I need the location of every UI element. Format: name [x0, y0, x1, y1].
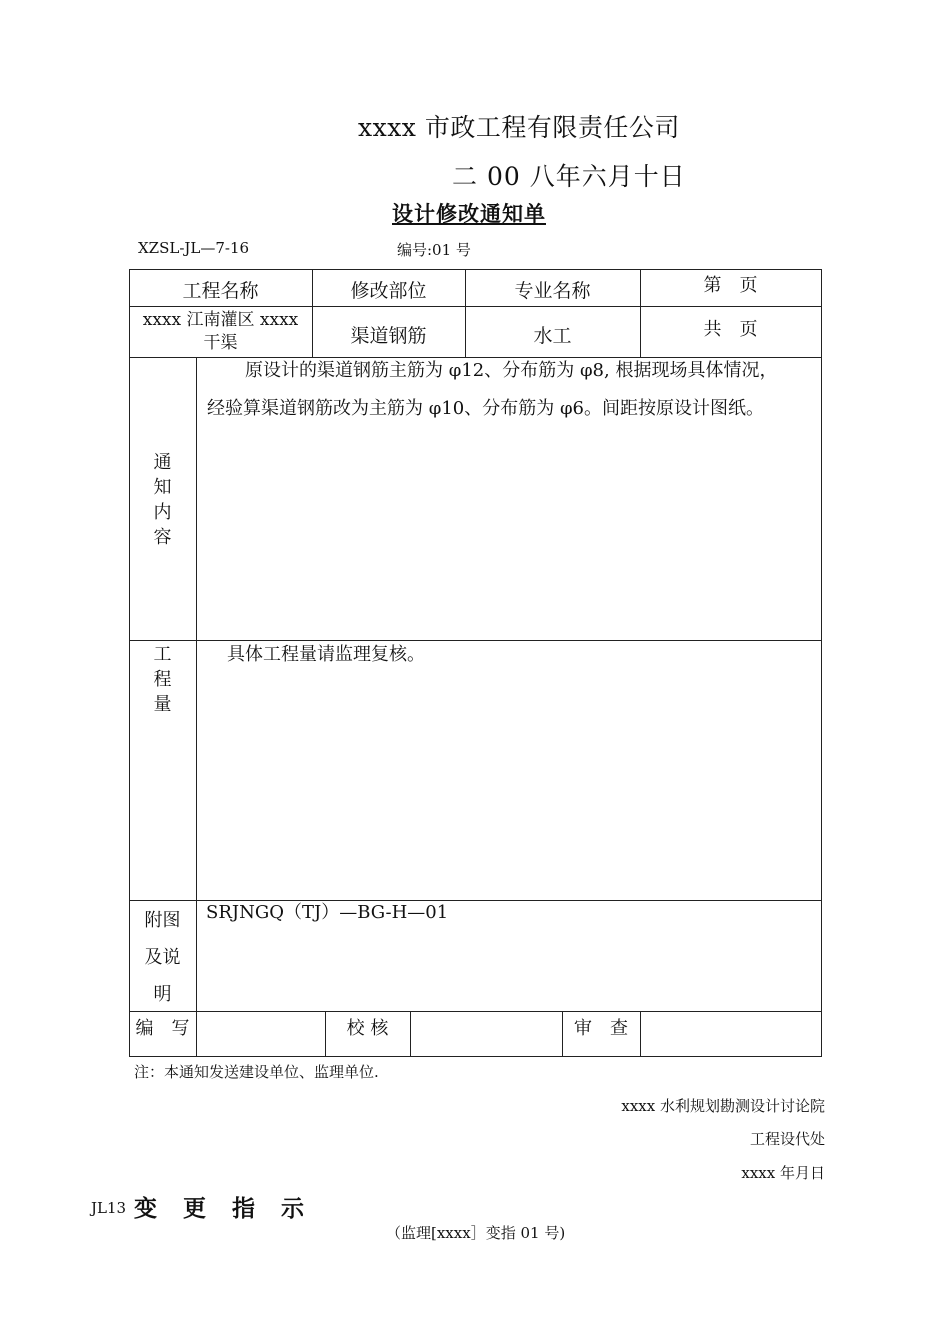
notice-line-2: 经验算渠道钢筋改为主筋为 φ10、分布筋为 φ6。间距按原设计图纸。 — [207, 398, 765, 419]
header-page-number: 第 页 — [703, 275, 758, 296]
sign-date: xxxx 年月日 — [741, 1164, 825, 1182]
specialty-value: 水工 — [533, 325, 572, 347]
document-title: 设计修改通知单 — [392, 201, 546, 226]
attachment-text: SRJNGQ（TJ）—BG-H—01 — [206, 902, 449, 923]
compile-label: 编 写 — [135, 1018, 190, 1039]
quantity-text: 具体工程量请监理复核。 — [227, 644, 425, 665]
attachment-label: 附图 及说 明 — [144, 910, 181, 1005]
check-label: 校 核 — [346, 1018, 389, 1039]
notice-table — [129, 269, 822, 1057]
notice-line-1: 原设计的渠道钢筋主筋为 φ12、分布筋为 φ8, 根据现场具体情况， — [245, 360, 778, 381]
company-name: xxxx 市政工程有限责任公司 — [358, 113, 680, 142]
project-name-line2: 干渠 — [203, 333, 238, 353]
notice-content-label: 通 知 内 容 — [153, 452, 172, 548]
header-specialty: 专业名称 — [514, 280, 591, 302]
form-code: JL13 — [91, 1199, 127, 1217]
change-instruction-title: 变 更 指 示 — [134, 1196, 314, 1222]
notice-content-text — [207, 352, 819, 428]
table-line — [196, 357, 197, 1056]
issue-date: 二 00 八年六月十日 — [452, 162, 686, 191]
table-line — [410, 1011, 411, 1056]
institute-name: xxxx 水利规划勘测设计讨论院 — [621, 1097, 825, 1115]
document-code: XZSL-JL—7-16 — [138, 239, 250, 257]
modify-part-value: 渠道钢筋 — [350, 325, 427, 347]
office-name: 工程设代处 — [749, 1130, 825, 1148]
supervision-number: （监理[xxxx］变指 01 号) — [386, 1224, 566, 1242]
header-modify-part: 修改部位 — [350, 280, 427, 302]
header-project-name: 工程名称 — [182, 280, 259, 302]
table-line — [640, 1011, 641, 1056]
project-name-value — [129, 309, 312, 355]
total-pages: 共 页 — [703, 319, 758, 340]
review-label: 审 查 — [574, 1018, 628, 1039]
quantity-label: 工 程 量 — [153, 644, 172, 715]
serial-number: 编号:01 号 — [397, 241, 471, 259]
footnote: 注：本通知发送建设单位、监理单位. — [134, 1063, 379, 1081]
table-line — [129, 306, 822, 307]
project-name-line1: xxxx 江南灌区 xxxx — [142, 310, 299, 330]
table-border-top — [129, 269, 822, 270]
table-border-bottom — [129, 1056, 822, 1057]
table-line — [129, 1011, 822, 1012]
table-border-right — [821, 269, 822, 1057]
